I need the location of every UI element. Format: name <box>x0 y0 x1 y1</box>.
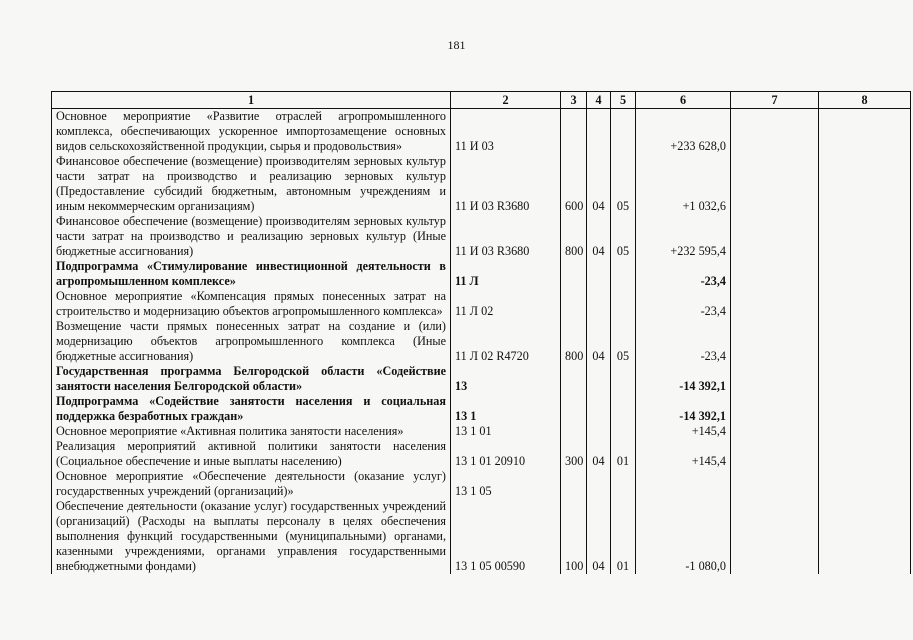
table-row <box>52 394 911 424</box>
row-col7-cell <box>731 394 819 424</box>
row-name-cell: Подпрограмма «Содействие занятости населения и социальная поддержка безработных граждан» <box>52 394 451 424</box>
row-col7-cell <box>731 499 819 574</box>
row-expense-type-cell <box>561 394 587 424</box>
table-row <box>52 154 911 214</box>
row-amount-cell: +1 032,6 <box>636 154 731 214</box>
row-col7-cell <box>731 364 819 394</box>
row-amount-cell: -23,4 <box>636 319 731 364</box>
table-row <box>52 289 911 319</box>
row-subsection-cell: 01 <box>611 439 636 469</box>
row-code-cell: 13 1 01 <box>451 424 561 439</box>
row-subsection-cell: 01 <box>611 499 636 574</box>
table-row <box>52 319 911 364</box>
row-subsection-cell <box>611 424 636 439</box>
row-name-cell: Финансовое обеспечение (возмещение) производителям зерновых культур части затрат на производство и реализацию зерновых культур (Предоставление субсидий бюджетным, автономным учреждениям и иным некоммерческим организациям) <box>52 154 451 214</box>
row-section-cell: 04 <box>587 439 611 469</box>
row-name-cell: Государственная программа Белгородской области «Содействие занятости населения Белгородской области» <box>52 364 451 394</box>
row-subsection-cell <box>611 259 636 289</box>
row-name-cell: Финансовое обеспечение (возмещение) производителям зерновых культур части затрат на производство и реализацию зерновых культур (Иные бюджетные ассигнования) <box>52 214 451 259</box>
row-name-cell: Реализация мероприятий активной политики занятости населения (Социальное обеспечение и иные выплаты населению) <box>52 439 451 469</box>
row-col8-cell <box>819 364 911 394</box>
row-expense-type-cell: 800 <box>561 319 587 364</box>
row-expense-type-cell: 300 <box>561 439 587 469</box>
row-expense-type-cell: 800 <box>561 214 587 259</box>
row-amount-cell: -23,4 <box>636 259 731 289</box>
row-name-cell: Возмещение части прямых понесенных затрат на создание и (или) модернизацию объектов агропромышленного комплекса (Иные бюджетные ассигнования) <box>52 319 451 364</box>
row-code-cell: 13 1 <box>451 394 561 424</box>
table-header-row <box>52 92 911 109</box>
table-row <box>52 439 911 469</box>
row-name-cell: Основное мероприятие «Развитие отраслей агропромышленного комплекса, обеспечивающих ускоренное импортозамещение основных видов сельскохозяйственной продукции, сырья и продовольствия» <box>52 109 451 155</box>
row-section-cell <box>587 259 611 289</box>
row-subsection-cell: 05 <box>611 154 636 214</box>
table-row <box>52 259 911 289</box>
row-code-cell: 13 1 05 <box>451 469 561 499</box>
row-code-cell: 13 1 01 20910 <box>451 439 561 469</box>
row-expense-type-cell <box>561 424 587 439</box>
row-col7-cell <box>731 259 819 289</box>
row-col7-cell <box>731 289 819 319</box>
row-code-cell: 13 1 05 00590 <box>451 499 561 574</box>
row-code-cell: 11 Л 02 R4720 <box>451 319 561 364</box>
row-amount-cell: -1 080,0 <box>636 499 731 574</box>
row-amount-cell: +232 595,4 <box>636 214 731 259</box>
row-col8-cell <box>819 424 911 439</box>
row-col7-cell <box>731 154 819 214</box>
row-col8-cell <box>819 319 911 364</box>
row-amount-cell <box>636 469 731 499</box>
row-section-cell <box>587 364 611 394</box>
row-expense-type-cell <box>561 469 587 499</box>
row-amount-cell: -23,4 <box>636 289 731 319</box>
column-header: 8 <box>819 92 911 109</box>
row-code-cell: 11 И 03 R3680 <box>451 154 561 214</box>
column-header: 4 <box>587 92 611 109</box>
row-section-cell <box>587 109 611 155</box>
row-col7-cell <box>731 109 819 155</box>
row-col8-cell <box>819 289 911 319</box>
row-name-cell: Основное мероприятие «Компенсация прямых понесенных затрат на строительство и модернизацию объектов агропромышленного комплекса» <box>52 289 451 319</box>
row-amount-cell: +233 628,0 <box>636 109 731 155</box>
row-name-cell: Основное мероприятие «Активная политика занятости населения» <box>52 424 451 439</box>
table-row <box>52 424 911 439</box>
row-col8-cell <box>819 214 911 259</box>
table-row <box>52 214 911 259</box>
row-subsection-cell <box>611 109 636 155</box>
table-row <box>52 499 911 574</box>
row-expense-type-cell <box>561 289 587 319</box>
row-col8-cell <box>819 394 911 424</box>
row-code-cell: 11 И 03 R3680 <box>451 214 561 259</box>
row-name-cell: Обеспечение деятельности (оказание услуг) государственных учреждений (организаций) (Расходы на выплаты персоналу в целях обеспечения выполнения функций государственными (муниципальными) органами, казенными учреждениями, органами управления государственными внебюджетными фондами) <box>52 499 451 574</box>
row-col8-cell <box>819 439 911 469</box>
row-col8-cell <box>819 109 911 155</box>
row-amount-cell: +145,4 <box>636 439 731 469</box>
row-code-cell: 13 <box>451 364 561 394</box>
column-header: 2 <box>451 92 561 109</box>
row-col8-cell <box>819 154 911 214</box>
row-subsection-cell: 05 <box>611 214 636 259</box>
row-section-cell <box>587 424 611 439</box>
row-section-cell: 04 <box>587 319 611 364</box>
row-amount-cell: +145,4 <box>636 424 731 439</box>
row-amount-cell: -14 392,1 <box>636 364 731 394</box>
row-section-cell: 04 <box>587 499 611 574</box>
row-col8-cell <box>819 469 911 499</box>
row-code-cell: 11 Л 02 <box>451 289 561 319</box>
row-expense-type-cell <box>561 364 587 394</box>
row-col7-cell <box>731 469 819 499</box>
row-section-cell: 04 <box>587 214 611 259</box>
row-code-cell: 11 Л <box>451 259 561 289</box>
column-header: 6 <box>636 92 731 109</box>
row-subsection-cell: 05 <box>611 319 636 364</box>
table-row <box>52 469 911 499</box>
column-header: 5 <box>611 92 636 109</box>
row-code-cell: 11 И 03 <box>451 109 561 155</box>
row-subsection-cell <box>611 469 636 499</box>
row-section-cell: 04 <box>587 154 611 214</box>
row-col7-cell <box>731 214 819 259</box>
column-header: 7 <box>731 92 819 109</box>
row-expense-type-cell: 100 <box>561 499 587 574</box>
row-section-cell <box>587 394 611 424</box>
row-subsection-cell <box>611 364 636 394</box>
column-header: 1 <box>52 92 451 109</box>
column-header: 3 <box>561 92 587 109</box>
table-row <box>52 109 911 155</box>
row-subsection-cell <box>611 394 636 424</box>
row-subsection-cell <box>611 289 636 319</box>
row-section-cell <box>587 289 611 319</box>
row-col7-cell <box>731 424 819 439</box>
table-row <box>52 364 911 394</box>
row-section-cell <box>587 469 611 499</box>
page-number: 181 <box>447 38 466 52</box>
row-expense-type-cell <box>561 109 587 155</box>
row-expense-type-cell: 600 <box>561 154 587 214</box>
row-col7-cell <box>731 439 819 469</box>
row-amount-cell: -14 392,1 <box>636 394 731 424</box>
row-col7-cell <box>731 319 819 364</box>
row-col8-cell <box>819 259 911 289</box>
row-name-cell: Основное мероприятие «Обеспечение деятельности (оказание услуг) государственных учреждений (организаций)» <box>52 469 451 499</box>
row-name-cell: Подпрограмма «Стимулирование инвестиционной деятельности в агропромышленном комплексе» <box>52 259 451 289</box>
row-expense-type-cell <box>561 259 587 289</box>
row-col8-cell <box>819 499 911 574</box>
budget-table <box>51 91 911 574</box>
